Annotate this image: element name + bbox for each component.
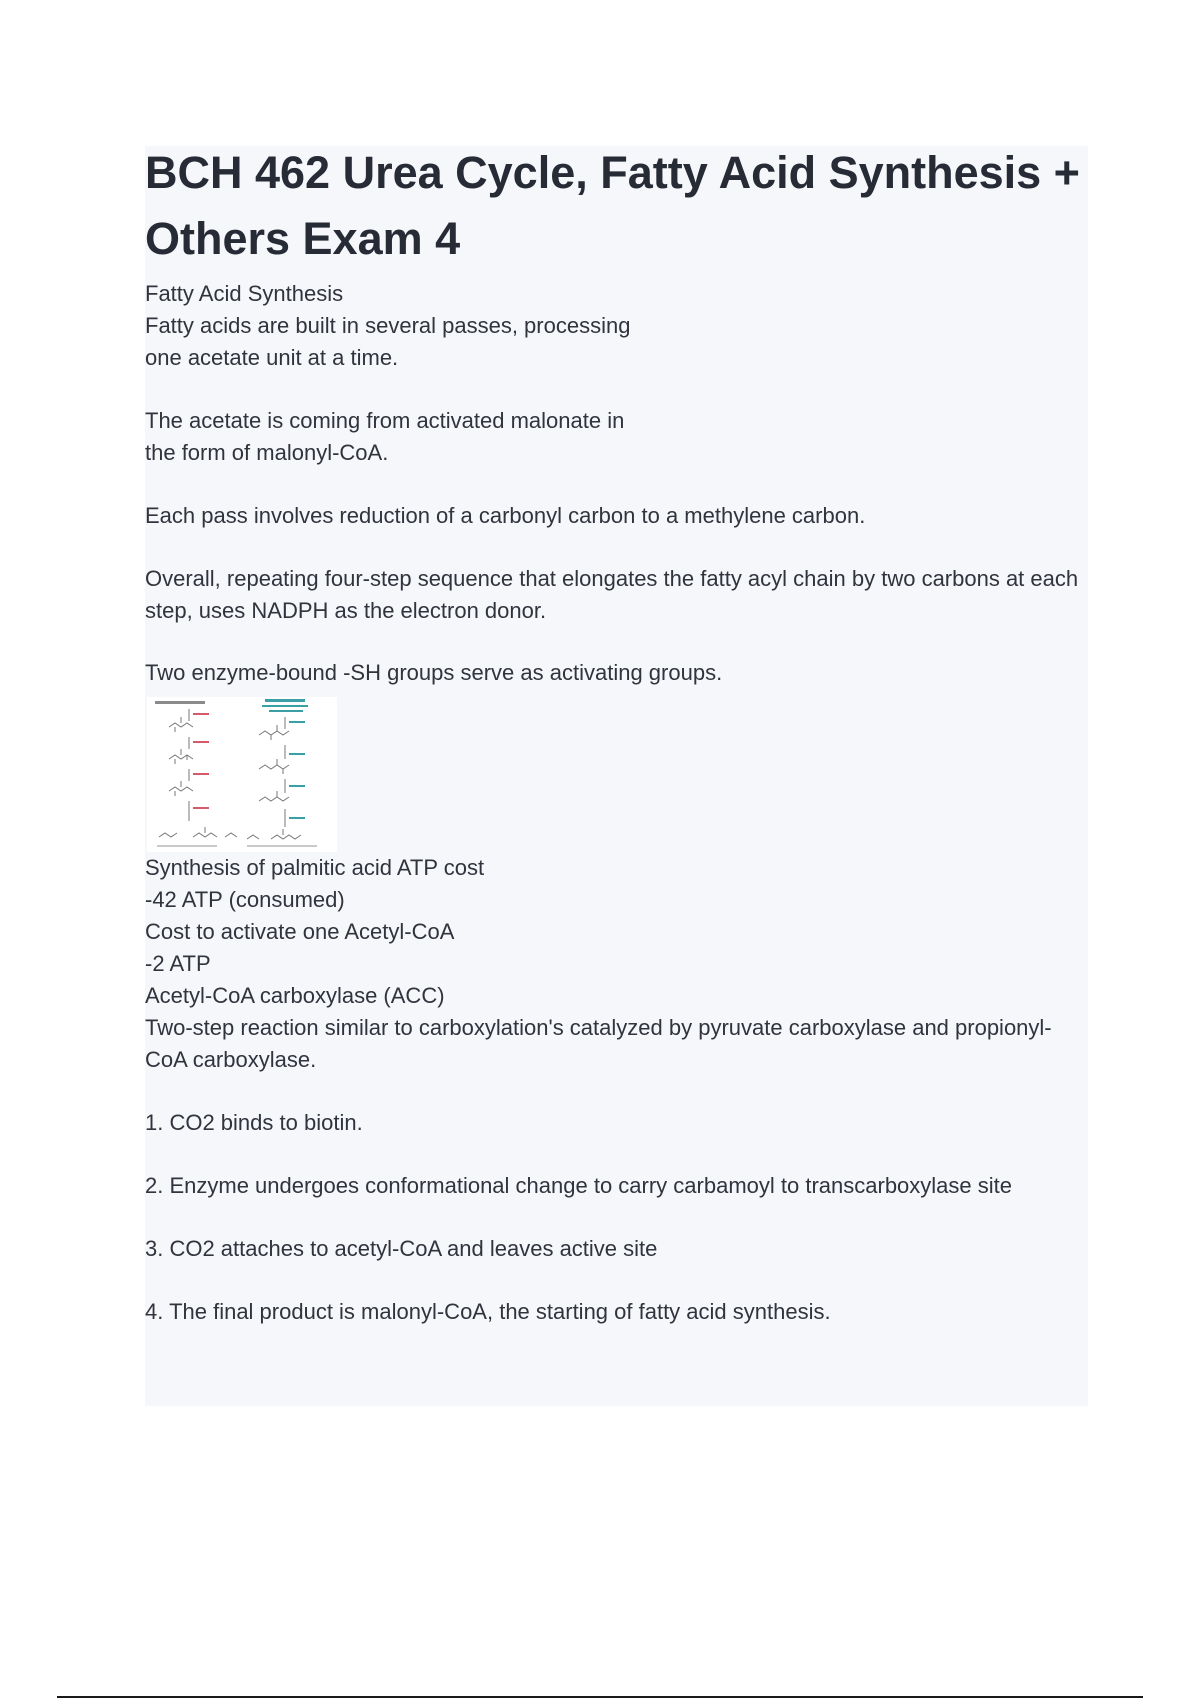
body-line: the form of malonyl-CoA. (145, 440, 389, 465)
list-item: 4. The final product is malonyl-CoA, the starting of fatty acid synthesis. (145, 1299, 831, 1324)
list-item: 2. Enzyme undergoes conformational change to carry carbamoyl to transcarboxylase site (145, 1173, 1012, 1198)
body-line: Fatty acids are built in several passes, processing (145, 313, 631, 338)
paragraph-gap (145, 532, 1090, 563)
page-footer-rule (57, 1696, 1143, 1698)
paragraph-gap (145, 469, 1090, 500)
list-item: 1. CO2 binds to biotin. (145, 1110, 363, 1135)
paragraph-gap (145, 627, 1090, 657)
body-line: -42 ATP (consumed) (145, 887, 345, 912)
body-paragraph: Overall, repeating four-step sequence that elongates the fatty acyl chain by two carbons at each step, uses NADPH as the electron donor. (145, 566, 1079, 623)
paragraph-gap (145, 1202, 1090, 1233)
paragraph-gap (145, 1265, 1090, 1296)
section-heading-fatty-acid-synthesis: Fatty Acid Synthesis (145, 281, 344, 306)
body-line: Two enzyme-bound -SH groups serve as activating groups. (145, 660, 723, 685)
fatty-acid-synthesis-diagram (147, 697, 337, 852)
body-line: Synthesis of palmitic acid ATP cost (145, 855, 485, 880)
body-line: Acetyl-CoA carboxylase (ACC) (145, 983, 445, 1008)
paragraph-gap (145, 374, 1090, 405)
document-body (145, 278, 1090, 1328)
body-paragraph: Two-step reaction similar to carboxylation's catalyzed by pyruvate carboxylase and propionyl-CoA carboxylase. (145, 1015, 1052, 1072)
body-line: The acetate is coming from activated malonate in (145, 408, 625, 433)
paragraph-gap (145, 1076, 1090, 1107)
paragraph-gap (145, 1139, 1090, 1170)
list-item: 3. CO2 attaches to acetyl-CoA and leaves active site (145, 1236, 658, 1261)
body-line: Cost to activate one Acetyl-CoA (145, 919, 455, 944)
body-line: -2 ATP (145, 951, 211, 976)
body-line: one acetate unit at a time. (145, 345, 399, 370)
document-title: BCH 462 Urea Cycle, Fatty Acid Synthesis + Others Exam 4 (145, 147, 1080, 264)
body-line: Each pass involves reduction of a carbonyl carbon to a methylene carbon. (145, 503, 866, 528)
